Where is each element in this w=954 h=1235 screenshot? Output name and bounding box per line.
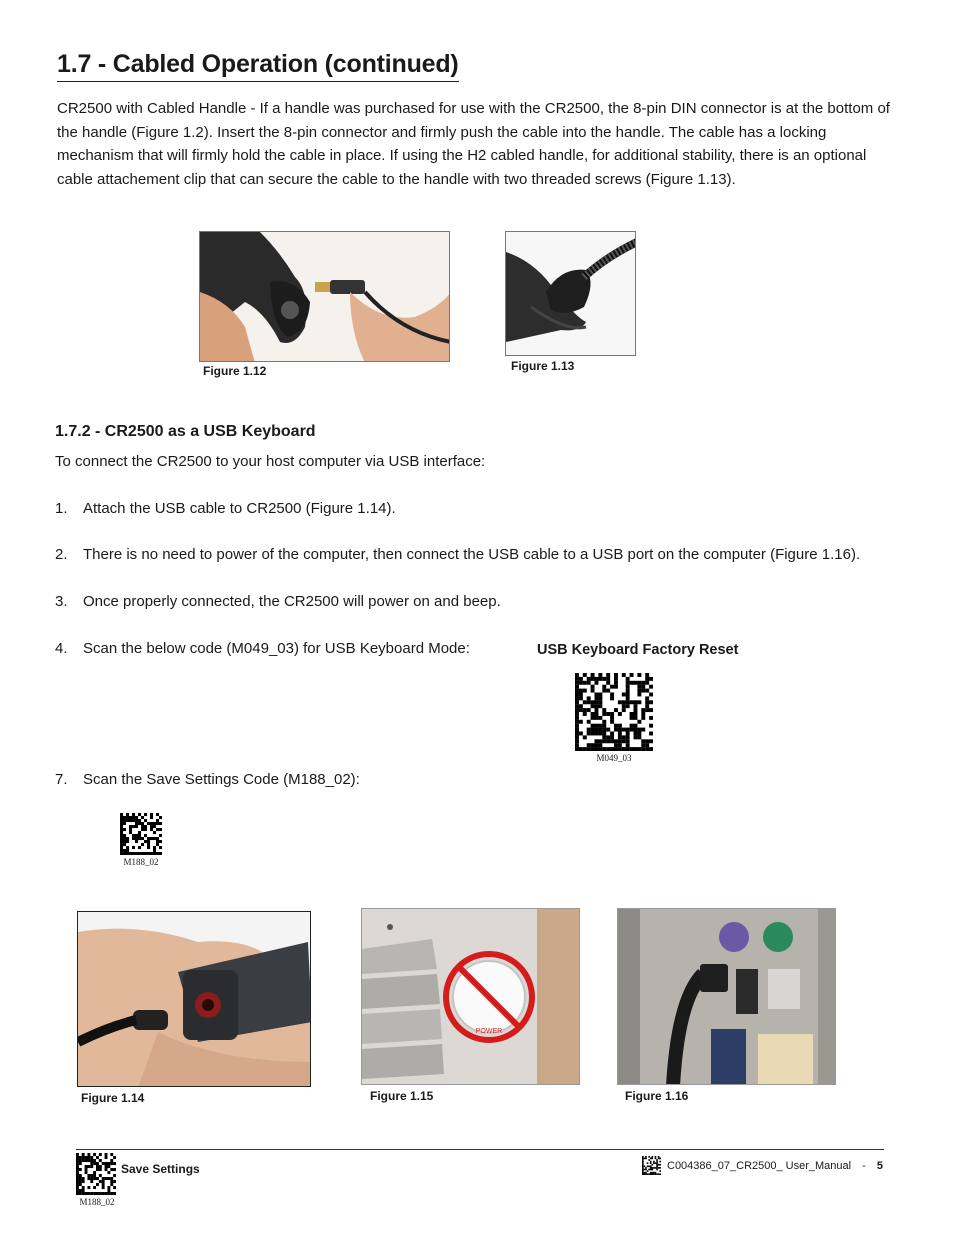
figure-1-13-photo [505,231,636,356]
usb-reset-code-id: M049_03 [596,753,632,763]
figure-1-16-caption: Figure 1.16 [625,1089,689,1103]
figure-1-15-photo [361,908,580,1085]
step-item: 3. Once properly connected, the CR2500 will power on and beep. [55,593,501,610]
usb-reset-datamatrix[interactable] [575,673,653,756]
page-number: 5 [876,1160,883,1172]
footer-rule [76,1149,884,1150]
figure-1-16-photo [617,908,836,1085]
footer-save-code-id: M188_02 [79,1197,115,1207]
figure-1-14-caption: Figure 1.14 [81,1091,145,1105]
step-item: 4. Scan the below code (M049_03) for USB Keyboard Mode: [55,640,470,657]
footer-doc-info [667,1160,883,1172]
footer-save-label: Save Settings [121,1162,200,1176]
section-lead: To connect the CR2500 to your host computer via USB interface: [55,453,486,470]
section-heading: 1.7.2 - CR2500 as a USB Keyboard [55,423,316,440]
footer-doc-id: C004386_07_CR2500_ User_Manual [667,1160,852,1172]
page-title: 1.7 - Cabled Operation (continued) [57,50,459,82]
usb-reset-code-title: USB Keyboard Factory Reset [537,642,739,658]
step-item: 7. Scan the Save Settings Code (M188_02): [55,771,360,788]
figure-1-12-caption: Figure 1.12 [203,364,267,378]
step-item: 1. Attach the USB cable to CR2500 (Figure 1.14). [55,500,396,517]
footer-save-datamatrix[interactable] [76,1153,116,1200]
step-item: 2. There is no need to power of the computer, then connect the USB cable to a USB port on the computer (Figure 1.16). [55,546,861,563]
footer-doc-datamatrix [642,1156,661,1180]
figure-1-13-caption: Figure 1.13 [511,359,575,373]
power-label: POWER [475,1028,503,1035]
figure-1-14-photo [77,911,311,1087]
figure-1-12-photo [199,231,450,362]
intro-paragraph: CR2500 with Cabled Handle - If a handle was purchased for use with the CR2500, the 8-pin DIN connector is at the bottom of the handle (Figure 1.2). Insert the 8-pin connector and firmly push the cable into the handle. The cable has a locking mechanism that will firmly hold the cable in place. If using the H2 cabled handle, for additional stability, there is an optional cable attachement clip that can secure the cable to the handle with two threaded screws (Figure 1.13). [57,100,890,188]
footer-separator: - [862,1160,866,1172]
save-settings-datamatrix[interactable] [120,813,162,860]
save-settings-code-id: M188_02 [123,857,159,867]
figure-1-15-caption: Figure 1.15 [370,1089,434,1103]
